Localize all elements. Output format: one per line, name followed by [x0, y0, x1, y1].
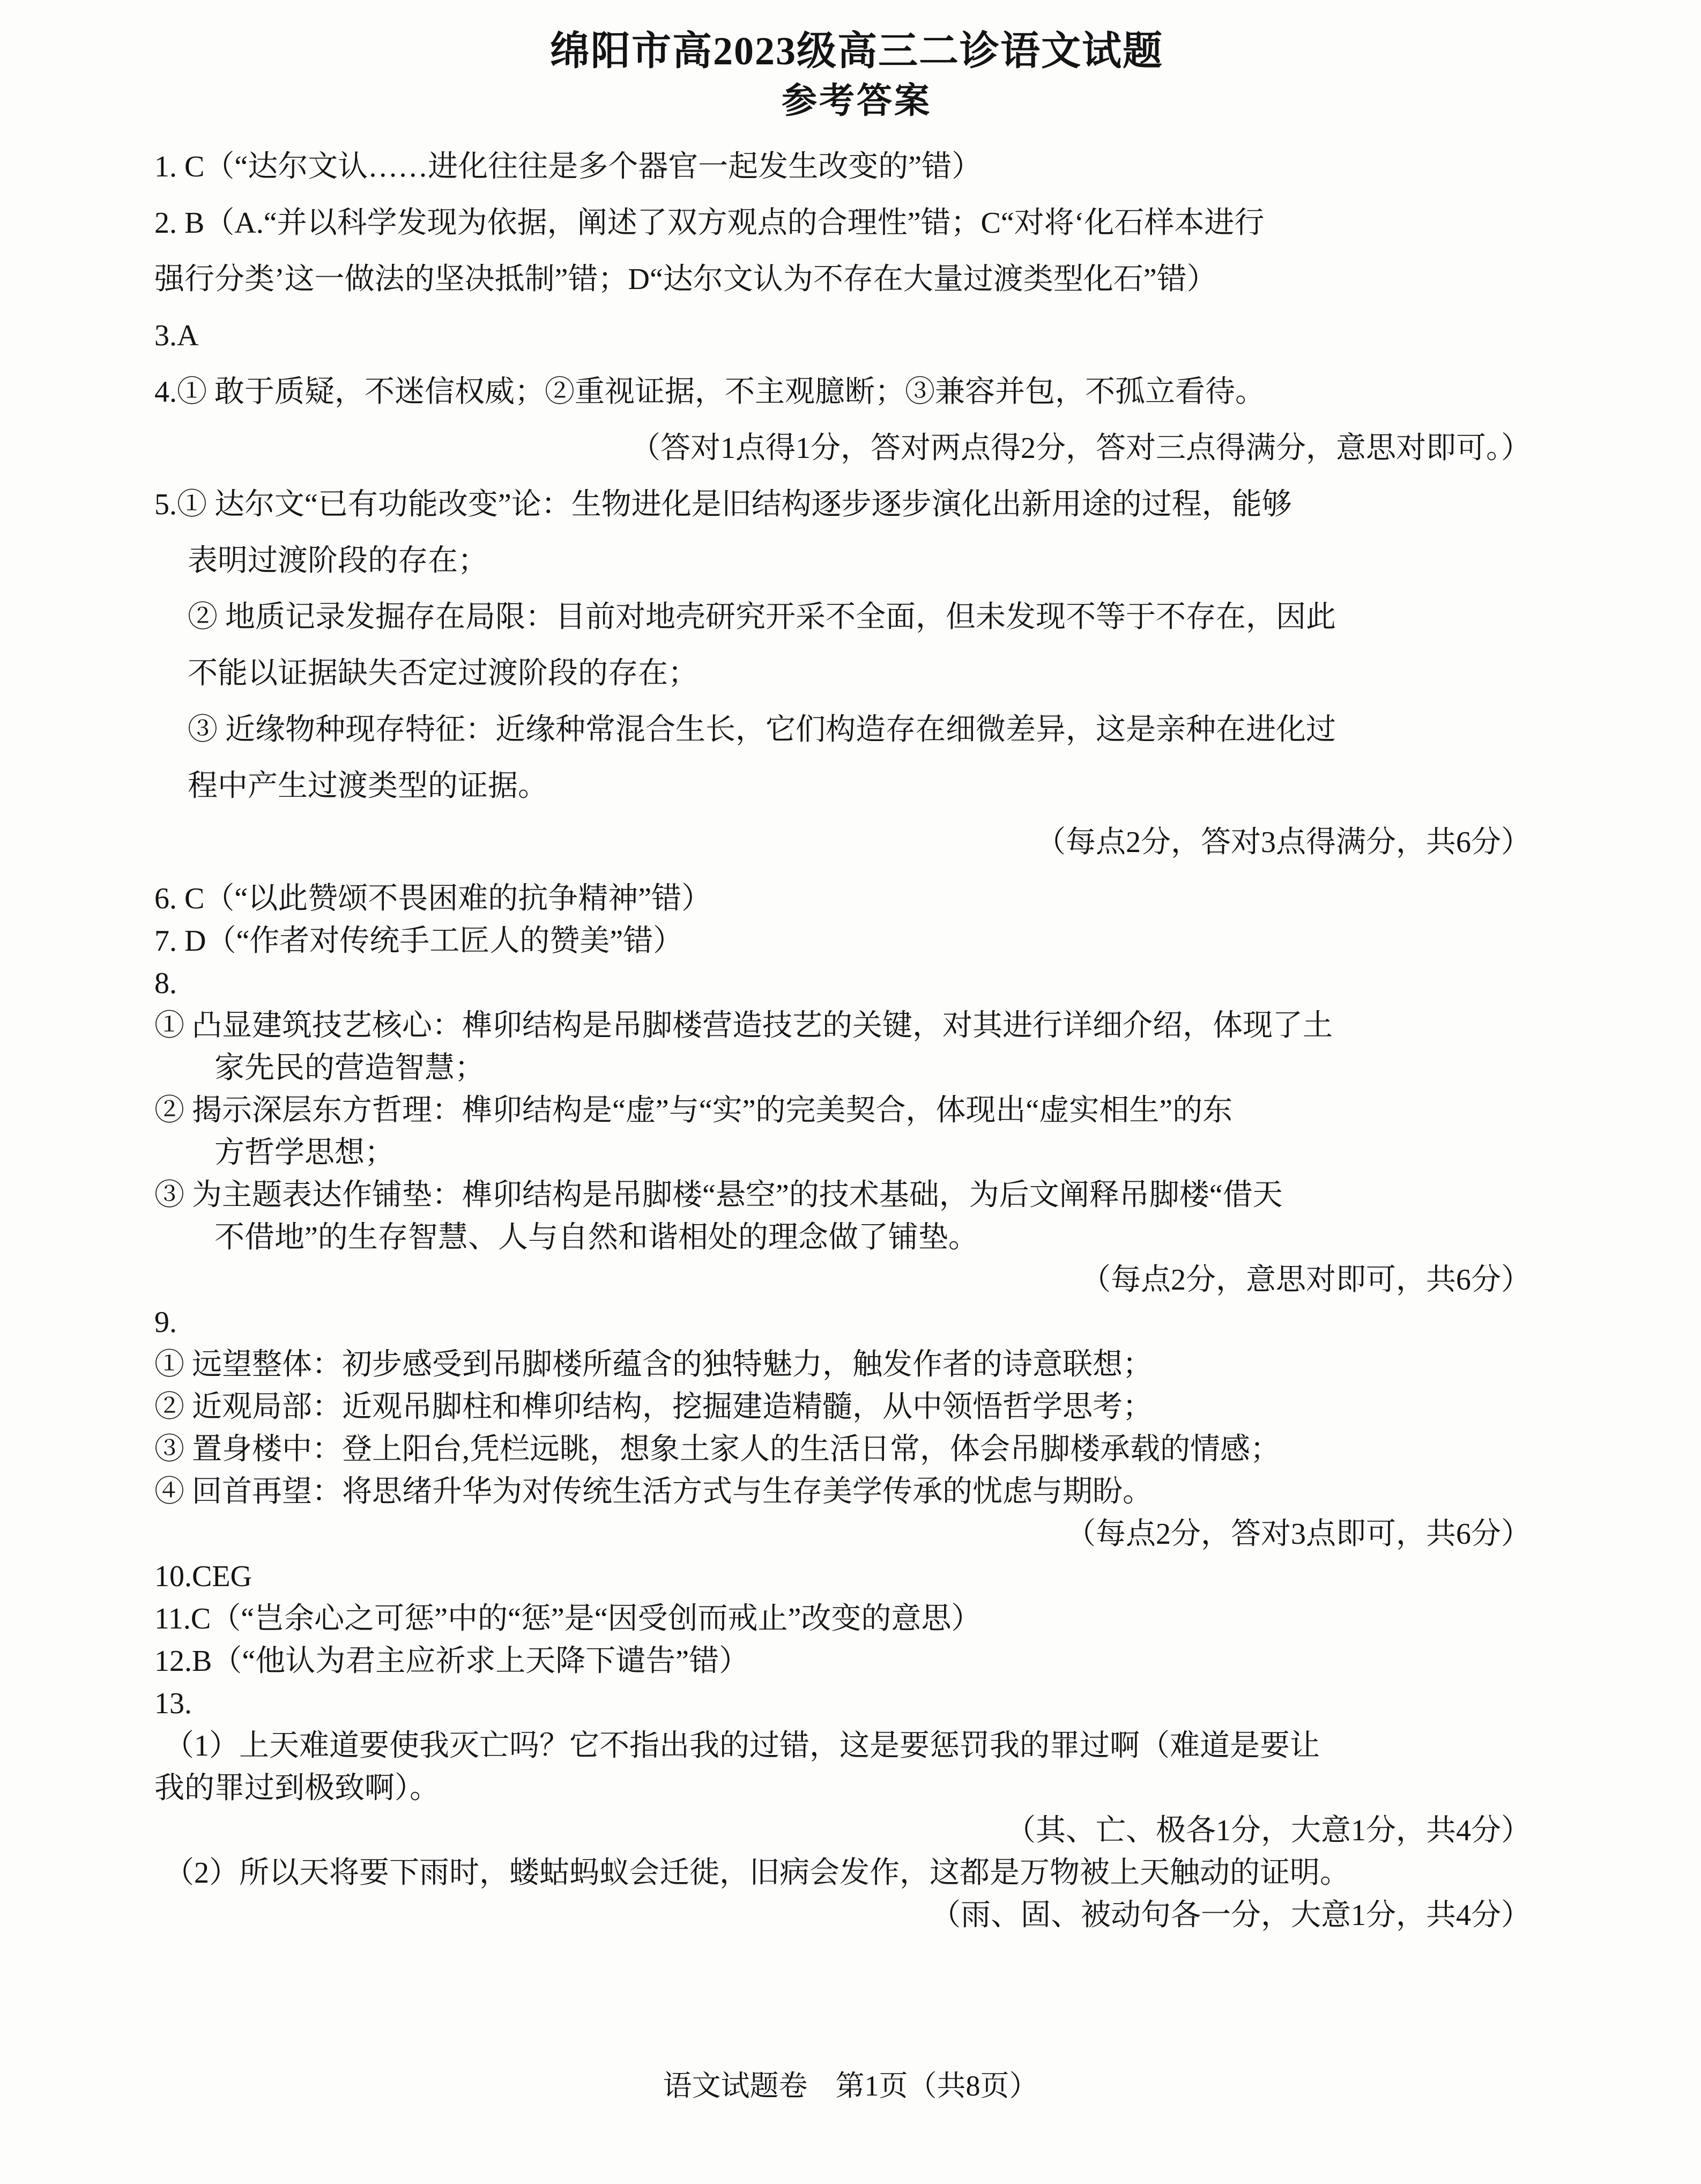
- answer-5-item3-line1: ③ 近缘物种现存特征：近缘种常混合生长，它们构造存在细微差异，这是亲种在进化过: [188, 713, 1336, 746]
- answer-8-item2-line1: ② 揭示深层东方哲理：榫卯结构是“虚”与“实”的完美契合，体现出“虚实相生”的东: [154, 1094, 1233, 1127]
- page-title: 绵阳市高2023级高三二诊语文试题: [550, 29, 1163, 73]
- answer-5-item1-line2: 表明过渡阶段的存在；: [188, 544, 488, 578]
- answer-8-item3-line1: ③ 为主题表达作铺垫：榫卯结构是吊脚楼“悬空”的技术基础，为后文阐释吊脚楼“借天: [154, 1179, 1283, 1212]
- answer-7: 7. D（“作者对传统手工匠人的赞美”错）: [154, 924, 684, 958]
- answer-5-item3-line2: 程中产生过渡类型的证据。: [188, 769, 548, 803]
- answer-3: 3.A: [154, 319, 199, 352]
- answer-13-part2: （2）所以天将要下雨时，蝼蛄蚂蚁会迁徙，旧病会发作，这都是万物被上天触动的证明。: [164, 1856, 1350, 1890]
- answer-4: 4.① 敢于质疑，不迷信权威；②重视证据，不主观臆断；③兼容并包，不孤立看待。: [154, 375, 1265, 409]
- score-note-5: （每点2分，答对3点得满分，共6分）: [1036, 826, 1531, 859]
- answer-5-item2-line1: ② 地质记录发掘存在局限：目前对地壳研究开采不全面，但未发现不等于不存在，因此: [188, 601, 1336, 634]
- answers-body: [154, 146, 1559, 1937]
- answer-8-item2-line2: 方哲学思想；: [214, 1136, 395, 1169]
- answer-13-part1-line2: 我的罪过到极致啊）。: [154, 1772, 440, 1805]
- answer-10: 10.CEG: [154, 1560, 252, 1593]
- answer-6: 6. C（“以此赞颂不畏困难的抗争精神”错）: [154, 882, 712, 915]
- answer-2-line2: 强行分类’这一做法的坚决抵制”错；D“达尔文认为不存在大量过渡类型化石”错）: [154, 263, 1217, 296]
- page-footer: [0, 2067, 1701, 2105]
- answer-13-label: 13.: [154, 1687, 192, 1720]
- score-note-9: （每点2分，答对3点即可，共6分）: [1066, 1517, 1531, 1551]
- page-subtitle: 参考答案: [782, 82, 932, 121]
- score-note-4: （答对1点得1分，答对两点得2分，答对三点得满分，意思对即可。）: [630, 432, 1531, 465]
- answer-12: 12.B（“他认为君主应祈求上天降下谴告”错）: [154, 1645, 749, 1678]
- answer-9-item1: ① 远望整体：初步感受到吊脚楼所蕴含的独特魅力，触发作者的诗意联想；: [154, 1348, 1153, 1381]
- answer-9-item3: ③ 置身楼中：登上阳台,凭栏远眺，想象土家人的生活日常，体会吊脚楼承载的情感；: [154, 1433, 1280, 1466]
- score-note-13-part1: （其、亡、极各1分，大意1分，共4分）: [1006, 1814, 1531, 1847]
- answer-9-item2: ② 近观局部：近观吊脚柱和榫卯结构，挖掘建造精髓，从中领悟哲学思考；: [154, 1390, 1153, 1424]
- answer-9-item4: ④ 回首再望：将思绪升华为对传统生活方式与生存美学传承的忧虑与期盼。: [154, 1475, 1153, 1508]
- answer-13-part1-line1: （1）上天难道要使我灭亡吗？它不指出我的过错，这是要惩罚我的罪过啊（难道是要让: [164, 1729, 1320, 1763]
- score-note-13-part2: （雨、固、被动句各一分，大意1分，共4分）: [931, 1899, 1531, 1932]
- answer-8-item3-line2: 不借地”的生存智慧、人与自然和谐相处的理念做了铺垫。: [214, 1221, 978, 1254]
- answer-9-label: 9.: [154, 1306, 177, 1339]
- answer-1: 1. C（“达尔文认……进化往往是多个器官一起发生改变的”错）: [154, 150, 982, 183]
- answer-2-line1: 2. B（A.“并以科学发现为依据，阐述了双方观点的合理性”错；C“对将‘化石样本进行: [154, 206, 1265, 240]
- answer-5-item1-line1: 5.① 达尔文“已有功能改变”论：生物进化是旧结构逐步逐步演化出新用途的过程，能够: [154, 488, 1292, 521]
- answer-11: 11.C（“岂余心之可惩”中的“惩”是“因受创而戒止”改变的意思）: [154, 1602, 982, 1635]
- footer-page-indicator: 第1页（共8页）: [835, 2070, 1038, 2102]
- answer-8-item1-line1: ① 凸显建筑技艺核心：榫卯结构是吊脚楼营造技艺的关键，对其进行详细介绍，体现了土: [154, 1009, 1333, 1042]
- score-note-8: （每点2分，意思对即可，共6分）: [1081, 1263, 1531, 1297]
- answer-8-label: 8.: [154, 967, 177, 1000]
- footer-volume-label: 语文试题卷: [663, 2070, 808, 2102]
- answer-5-item2-line2: 不能以证据缺失否定过渡阶段的存在；: [188, 657, 698, 690]
- answer-8-item1-line2: 家先民的营造智慧；: [214, 1052, 485, 1085]
